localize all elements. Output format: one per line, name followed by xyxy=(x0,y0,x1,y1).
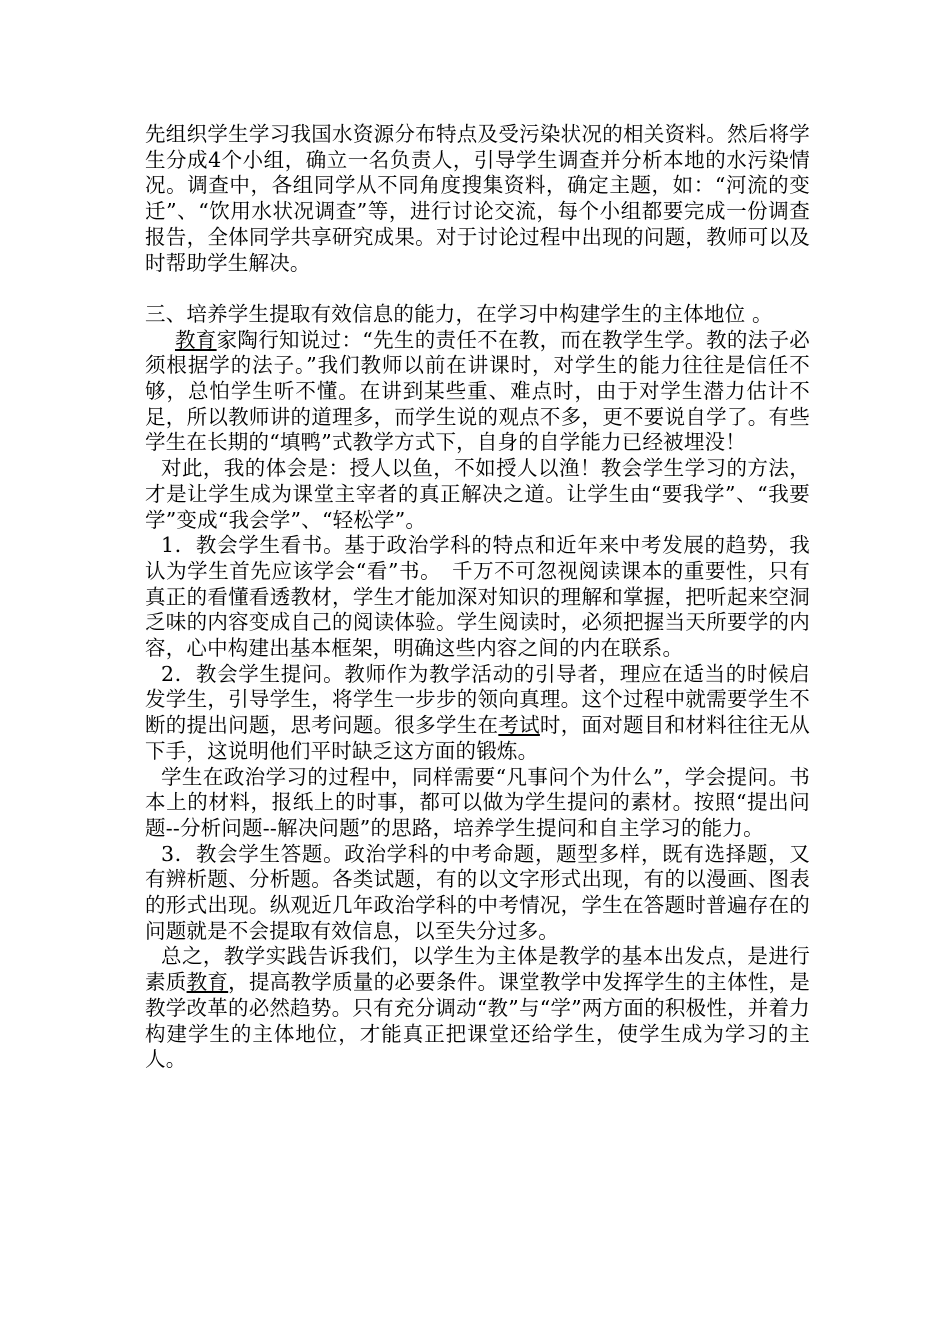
paragraph-gap xyxy=(145,276,810,302)
paragraph-text: 2．教会学生提问。教师作为教学活动的引导者，理应在适当的时候启发学生，引导学生，将学生一步步的领向真理。这个过程中就需要学生不断的提出问题，思考问题。很多学生在 xyxy=(145,661,810,738)
paragraph-point-3: 3．教会学生答题。政治学科的中考命题，题型多样，既有选择题，又有辨析题、分析题。各类试题，有的以文字形式出现，有的以漫画、图表的形式出现。纵观近几年政治学科的中考情况，学生在答题时普遍存在的问题就是不会提取有效信息，以至失分过多。 xyxy=(145,841,810,943)
paragraph-point-1: 1．教会学生看书。基于政治学科的特点和近年来中考发展的趋势，我认为学生首先应该学会“看”书。 千万不可忽视阅读课本的重要性，只有真正的看懂看透教材，学生才能加深对知识的理解和掌握，把听起来空洞乏味的内容变成自己的阅读体验。学生阅读时，必须把握当天所要学的内容，心中构建出基本框架，明确这些内容之间的内在联系。 xyxy=(145,533,810,661)
paragraph-text: ，提高教学质量的必要条件。课堂教学中发挥学生的主体性，是教学改革的必然趋势。只有充分调动“教”与“学”两方面的积极性，并着力构建学生的主体地位，才能真正把课堂还给学生，使学生成为学习的主人。 xyxy=(145,970,810,1072)
exam-link[interactable]: 考试 xyxy=(498,713,540,738)
section-heading-3: 三、培养学生提取有效信息的能力，在学习中构建学生的主体地位 。 xyxy=(145,301,773,326)
education-link[interactable]: 教育 xyxy=(175,327,217,352)
education-link[interactable]: 教育 xyxy=(186,970,229,995)
paragraph-tao-xingzhi-quote xyxy=(145,328,810,457)
paragraph-text: 时，面对题目和材料往往无从下手，这说明他们平时缺乏这方面的锻炼。 xyxy=(145,713,811,763)
paragraph-text: 总之，教学实践告诉我们，以学生为主体是教学的基本出发点，是进行素质 xyxy=(145,944,810,995)
paragraph-conclusion xyxy=(145,944,810,1073)
paragraph-teach-methods: 对此，我的体会是：授人以鱼，不如授人以渔！教会学生学习的方法，才是让学生成为课堂主宰者的真正解决之道。让学生由“要我学”、“我要学”变成“我会学”、“轻松学”。 xyxy=(145,456,810,532)
paragraph-asking-questions: 学生在政治学习的过程中，同样需要“凡事问个为什么”，学会提问。书本上的材料，报纸上的时事，都可以做为学生提问的素材。按照“提出问题--分析问题--解决问题”的思路，培养学生提问和自主学习的能力。 xyxy=(145,764,810,840)
document-body xyxy=(145,122,810,1073)
paragraph-intro: 先组织学生学习我国水资源分布特点及受污染状况的相关资料。然后将学生分成4个小组，确立一名负责人，引导学生调查并分析本地的水污染情况。调查中，各组同学从不同角度搜集资料，确定主题，如：“河流的变迁”、“饮用水状况调查”等，进行讨论交流，每个小组都要完成一份调查报告，全体同学共享研究成果。对于讨论过程中出现的问题，教师可以及时帮助学生解决。 xyxy=(145,122,810,275)
paragraph-text: 家陶行知说过：“先生的责任不在教，而在教学生学。教的法子必须根据学的法子。”我们教师以前在讲课时，对学生的能力往往是信任不够，总怕学生听不懂。在讲到某些重、难点时，由于对学生潜力估计不足，所以教师讲的道理多，而学生说的观点不多，更不要说自学了。有些学生在长期的“填鸭”式教学方式下，自身的自学能力已经被埋没！ xyxy=(145,327,810,455)
paragraph-point-2 xyxy=(145,662,810,765)
